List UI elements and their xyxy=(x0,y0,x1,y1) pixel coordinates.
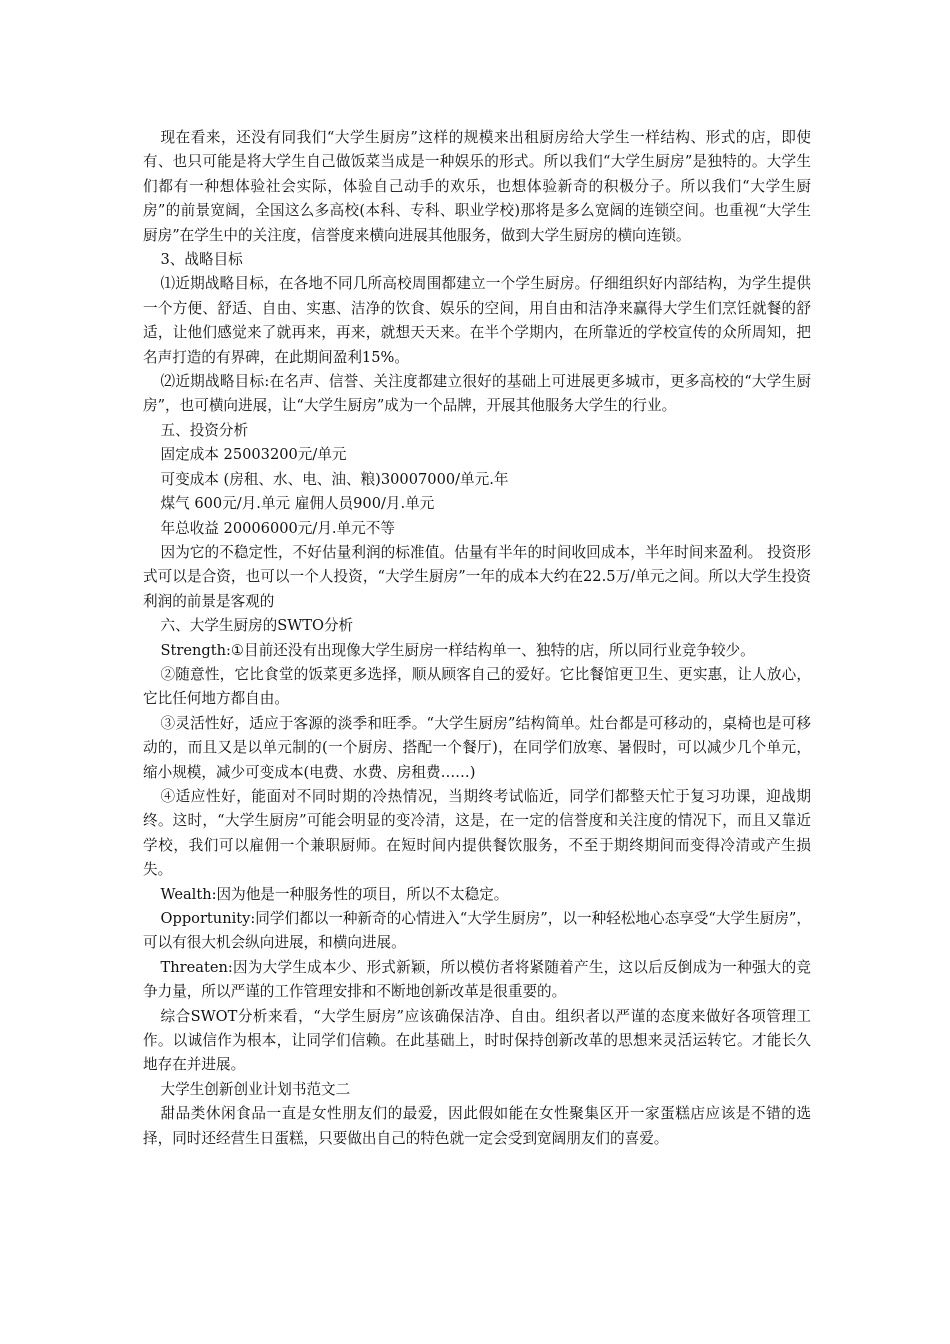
paragraph-weakness: Wealth:因为他是一种服务性的项目，所以不太稳定。 xyxy=(160,885,509,903)
paragraph-strength-4: ④适应性好，能面对不同时期的冷热情况，当期终考试临近，同学们都整天忙于复习功课，迎战期终。这时，“大学生厨房”可能会明显的变冷清，这是，在一定的信誉度和关注度的情况下，而且又靠近学校，我们可以雇佣一个兼职厨师。在短时间内提供餐饮服务，不至于期终期间而变得冷清或产生损失。 xyxy=(143,787,811,879)
paragraph-opportunity: Opportunity:同学们都以一种新奇的心情进入“大学生厨房”，以一种轻松地心态享受“大学生厨房”，可以有很大机会纵向进展，和横向进展。 xyxy=(143,910,811,952)
heading-sample-two: 大学生创新创业计划书范文二 xyxy=(160,1080,351,1098)
line-variable-cost: 可变成本 (房租、水、电、油、粮)30007000/单元.年 xyxy=(160,470,509,488)
line-gas-staff-cost: 煤气 600元/月.单元 雇佣人员900/月.单元 xyxy=(160,495,435,513)
paragraph-strength-2: ②随意性，它比食堂的饭菜更多选择，顺从顾客自己的爱好。它比餐馆更卫生、更实惠，让人放心，它比任何地方都自由。 xyxy=(143,665,811,708)
line-annual-revenue: 年总收益 20006000元/月.单元不等 xyxy=(160,519,395,537)
paragraph-goal-2: ⑵近期战略目标:在名声、信誉、关注度都建立很好的基础上可进展更多城市，更多高校的“大学生厨房”，也可横向进展，让“大学生厨房”成为一个品牌，开展其他服务大学生的行业。 xyxy=(143,373,811,415)
heading-swot-analysis: 六、大学生厨房的SWTO分析 xyxy=(160,617,354,635)
paragraph-goal-1: ⑴近期战略目标，在各地不同几所高校周围都建立一个学生厨房。仔细组织好内部结构，为学生提供一个方便、舒适、自由、实惠、洁净的饮食、娱乐的空间，用自由和洁净来赢得大学生们烹饪就餐的舒适，让他们感觉来了就再来，再来，就想天天来。在半个学期内，在所靠近的学校宣传的众所周知，把名声打造的有界碑，在此期间盈利15%。 xyxy=(143,275,811,366)
heading-strategy-goals: 3、战略目标 xyxy=(160,251,243,269)
document-body xyxy=(143,126,811,1151)
paragraph-strength-1: Strength:①目前还没有出现像大学生厨房一样结构单一、独特的店，所以同行业竞争较少。 xyxy=(160,641,755,659)
paragraph-bakery-intro: 甜品类休闲食品一直是女性朋友们的最爱，因此假如能在女性聚集区开一家蛋糕店应该是不错的选择，同时还经营生日蛋糕，只要做出自己的特色就一定会受到宽阔朋友们的喜爱。 xyxy=(143,1105,811,1147)
paragraph-intro: 现在看来，还没有同我们“大学生厨房”这样的规模来出租厨房给大学生一样结构、形式的店，即使有、也只可能是将大学生自己做饭菜当成是一种娱乐的形式。所以我们“大学生厨房”是独特的。大学生们都有一种想体验社会实际，体验自己动手的欢乐，也想体验新奇的积极分子。所以我们“大学生厨房”的前景宽阔，全国这么多高校(本科、专科、职业学校)那将是多么宽阔的连锁空间。也重视“大学生厨房”在学生中的关注度，信誉度来横向进展其他服务，做到大学生厨房的横向连锁。 xyxy=(143,129,811,244)
heading-investment-analysis: 五、投资分析 xyxy=(160,421,249,439)
paragraph-strength-3: ③灵活性好，适应于客源的淡季和旺季。“大学生厨房”结构简单。灶台都是可移动的，桌椅也是可移动的，而且又是以单元制的(一个厨房、搭配一个餐厅)，在同学们放寒、暑假时，可以减少几个单元，缩小规模，减少可变成本(电费、水费、房租费……) xyxy=(143,714,811,781)
paragraph-threat: Threaten:因为大学生成本少、形式新颖，所以模仿者将紧随着产生，这以后反倒成为一种强大的竞争力量，所以严谨的工作管理安排和不断地创新改革是很重要的。 xyxy=(143,958,811,1001)
paragraph-swot-summary: 综合SWOT分析来看，“大学生厨房”应该确保洁净、自由。组织者以严谨的态度来做好各项管理工作。以诚信作为根本，让同学们信赖。在此基础上，时时保持创新改革的思想来灵活运转它。才能长久地存在并进展。 xyxy=(143,1007,811,1074)
line-fixed-cost: 固定成本 25003200元/单元 xyxy=(160,446,347,464)
paragraph-profit-estimate: 因为它的不稳定性，不好估量利润的标准值。估量有半年的时间收回成本，半年时间来盈利。 投资形式可以是合资，也可以一个人投资，“大学生厨房”一年的成本大约在22.5万/单元之间。所以大学生投资利润的前景是客观的 xyxy=(143,543,811,610)
